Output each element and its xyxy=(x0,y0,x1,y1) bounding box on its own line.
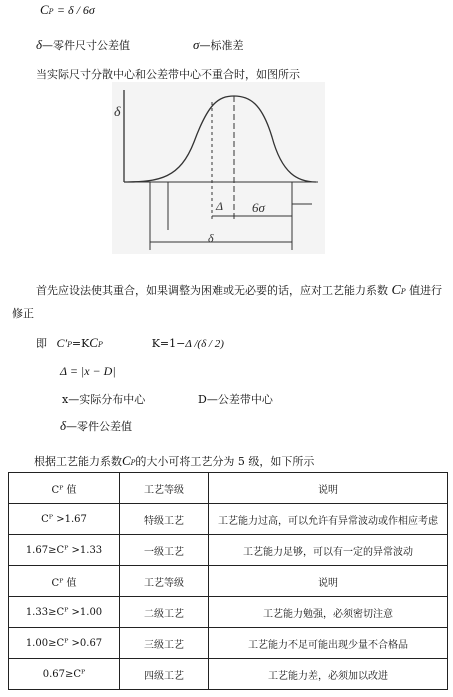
table-header-row xyxy=(9,473,448,504)
table-cell-c3: 工艺能力差，必须加以改进 xyxy=(209,659,448,690)
table-cell-c1: Cᴾ 值 xyxy=(9,566,120,597)
paragraph-intro: 当实际尺寸分散中心和公差带中心不重合时，如图所示 xyxy=(36,68,300,81)
delta-label: Δ xyxy=(216,199,224,213)
table-cell-c1: 1.67≥Cᴾ >1.33 xyxy=(9,535,120,566)
table-cell-c3: 工艺能力勉强，必须密切注意 xyxy=(209,597,448,628)
capability-table xyxy=(8,472,448,690)
table-cell-c2: 工艺等级 xyxy=(120,473,209,504)
table-cell-c3: 工艺能力足够，可以有一定的异常波动 xyxy=(209,535,448,566)
table-row xyxy=(9,504,448,535)
table-cell-c2: 三级工艺 xyxy=(120,628,209,659)
table-cell-c3: 说明 xyxy=(209,566,448,597)
table-cell-c1: Cᴾ >1.67 xyxy=(9,504,120,535)
table-cell-c1: Cᴾ 值 xyxy=(9,473,120,504)
paragraph-correction-line2: 修正 xyxy=(12,307,34,320)
formula-cp: CP = δ / 6σ xyxy=(40,2,95,17)
paragraph-grades: 根据工艺能力系数CP的大小可将工艺分为 5 级，如下所示 xyxy=(34,453,315,468)
table-cell-c3: 说明 xyxy=(209,473,448,504)
table-cell-c3: 工艺能力过高，可以允许有异常波动或作相应考虑 xyxy=(209,504,448,535)
table-cell-c2: 四级工艺 xyxy=(120,659,209,690)
paragraph-correction: 首先应设法使其重合，如果调整为困难或无必要的话，应对工艺能力系数 CP 值进行 xyxy=(36,283,443,298)
table-row xyxy=(9,597,448,628)
table-cell-c2: 特级工艺 xyxy=(120,504,209,535)
cp-symbol: C xyxy=(122,453,131,468)
bell-curve xyxy=(124,96,316,182)
legend-d: D—公差带中心 xyxy=(198,393,273,406)
distribution-sketch xyxy=(112,82,325,254)
table-cell-c1: 1.00≥Cᴾ >0.67 xyxy=(9,628,120,659)
legend-x: x—实际分布中心 xyxy=(62,393,146,406)
table-cell-c1: 1.33≥Cᴾ >1.00 xyxy=(9,597,120,628)
table-row xyxy=(9,628,448,659)
legend-delta-sigma: δ—零件尺寸公差值 σ—标准差 xyxy=(36,37,244,52)
table-row xyxy=(9,659,448,690)
formula-cp-prime: 即 C′P=KCP K=1−Δ /(δ / 2) xyxy=(36,335,224,350)
y-axis-label: δ xyxy=(114,105,121,120)
table-cell-c2: 工艺等级 xyxy=(120,566,209,597)
distribution-figure xyxy=(112,82,325,254)
legend-delta: δ—零件公差值 xyxy=(60,418,133,433)
table-cell-c3: 工艺能力不足可能出现少量不合格品 xyxy=(209,628,448,659)
formula-delta: Δ = |x − D| xyxy=(60,364,116,378)
cp-symbol: C xyxy=(391,283,401,298)
table-cell-c1: 0.67≥Cᴾ xyxy=(9,659,120,690)
six-sigma-label: 6σ xyxy=(252,200,265,215)
table-cell-c2: 一级工艺 xyxy=(120,535,209,566)
bottom-label: δ xyxy=(208,231,214,245)
table-row xyxy=(9,535,448,566)
table-header-row xyxy=(9,566,448,597)
table-cell-c2: 二级工艺 xyxy=(120,597,209,628)
